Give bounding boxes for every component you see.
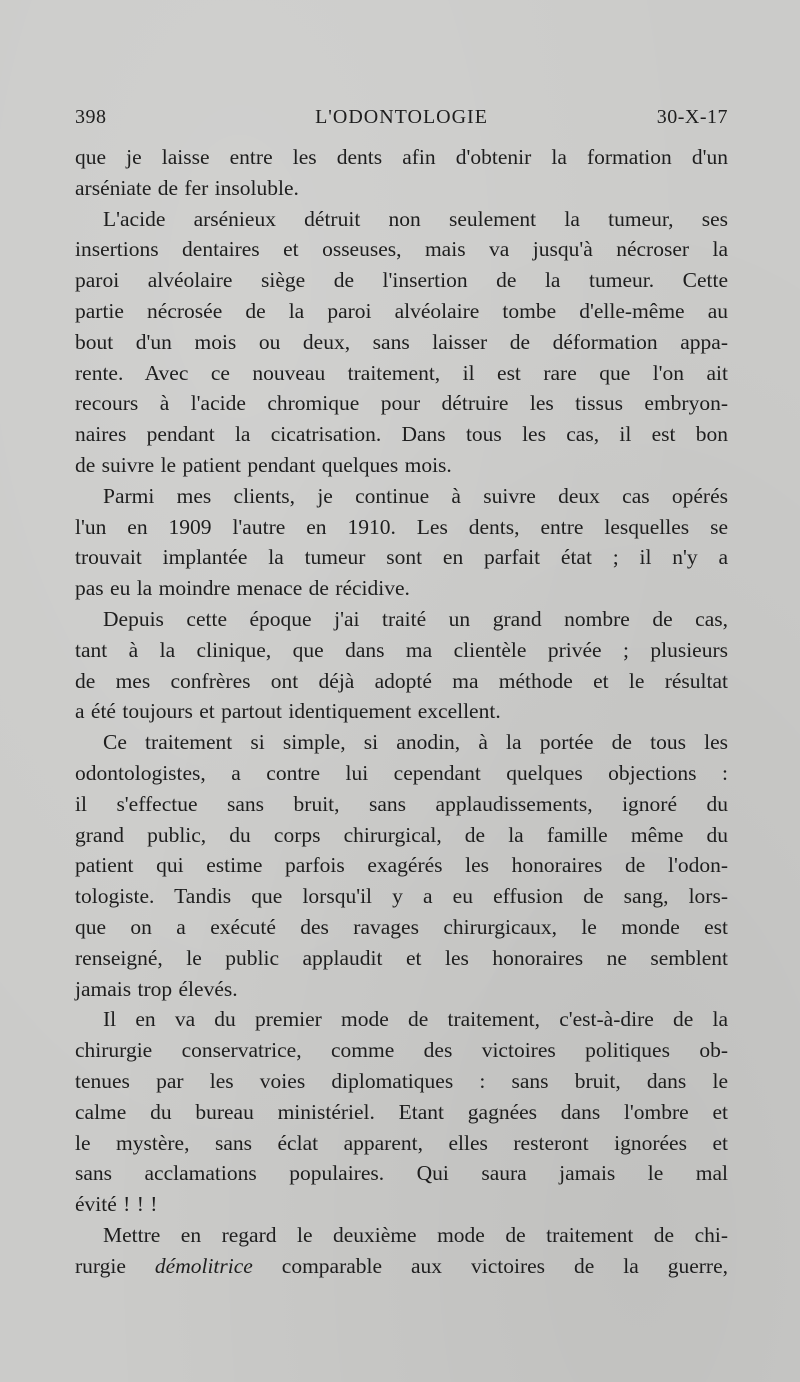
text-line: [75, 1251, 728, 1282]
running-title: L'ODONTOLOGIE: [315, 106, 488, 128]
text-line: sans acclamations populaires. Qui saura jamais le mal: [75, 1161, 728, 1186]
text-line: grand public, du corps chirurgical, de la famille même du: [75, 822, 728, 847]
issue-date: 30-X-17: [656, 106, 728, 128]
page-number: 398: [75, 106, 107, 128]
text-line: Ce traitement si simple, si anodin, à la portée de tous les: [103, 730, 728, 755]
text-line: tenues par les voies diplomatiques : sans bruit, dans le: [75, 1068, 728, 1093]
text-line: arséniate de fer insoluble.: [75, 175, 299, 200]
text-line: rente. Avec ce nouveau traitement, il est rare que l'on ait: [75, 360, 728, 385]
text-line: calme du bureau ministériel. Etant gagnées dans l'ombre et: [75, 1099, 728, 1124]
text-line: que on a exécuté des ravages chirurgicaux, le monde est: [75, 914, 728, 939]
text-line: Mettre en regard le deuxième mode de traitement de chi-: [103, 1222, 728, 1247]
italic-word: démolitrice: [154, 1253, 253, 1278]
text-line: il s'effectue sans bruit, sans applaudissements, ignoré du: [75, 791, 728, 816]
text-segment: rurgie: [75, 1253, 155, 1278]
text-line: bout d'un mois ou deux, sans laisser de déformation appa-: [75, 329, 728, 354]
text-line: odontologistes, a contre lui cependant quelques objections :: [75, 760, 728, 785]
text-line: de mes confrères ont déjà adopté ma méthode et le résultat: [75, 668, 728, 693]
text-line: évité ! ! !: [75, 1192, 158, 1217]
text-line: de suivre le patient pendant quelques mois.: [75, 452, 452, 477]
text-line: Depuis cette époque j'ai traité un grand nombre de cas,: [103, 606, 728, 631]
text-line: Parmi mes clients, je continue à suivre deux cas opérés: [103, 483, 728, 508]
text-line: naires pendant la cicatrisation. Dans tous les cas, il est bon: [75, 422, 728, 447]
text-line: tant à la clinique, que dans ma clientèle privée ; plusieurs: [75, 637, 728, 662]
text-line: a été toujours et partout identiquement excellent.: [75, 699, 501, 724]
text-line: recours à l'acide chromique pour détruire les tissus embryon-: [75, 391, 728, 416]
text-line: L'acide arsénieux détruit non seulement la tumeur, ses: [103, 206, 728, 231]
text-line: jamais trop élevés.: [75, 976, 238, 1001]
page-header: [75, 106, 728, 136]
text-line: partie nécrosée de la paroi alvéolaire tombe d'elle-même au: [75, 298, 728, 323]
text-line: chirurgie conservatrice, comme des victoires politiques ob-: [75, 1038, 728, 1063]
text-line: trouvait implantée la tumeur sont en parfait état ; il n'y a: [75, 545, 728, 570]
text-line: paroi alvéolaire siège de l'insertion de la tumeur. Cette: [75, 268, 728, 293]
text-line: pas eu la moindre menace de récidive.: [75, 576, 410, 601]
body-text: [75, 142, 728, 1281]
text-line: tologiste. Tandis que lorsqu'il y a eu effusion de sang, lors-: [75, 884, 728, 909]
text-line: Il en va du premier mode de traitement, c'est-à-dire de la: [103, 1007, 728, 1032]
text-line: que je laisse entre les dents afin d'obtenir la formation d'un: [75, 145, 728, 169]
text-line: le mystère, sans éclat apparent, elles resteront ignorées et: [75, 1130, 728, 1155]
text-line: renseigné, le public applaudit et les honoraires ne semblent: [75, 945, 728, 970]
text-line: insertions dentaires et osseuses, mais va jusqu'à nécroser la: [75, 237, 728, 262]
text-line: l'un en 1909 l'autre en 1910. Les dents, entre lesquelles se: [75, 514, 728, 539]
text-line: patient qui estime parfois exagérés les honoraires de l'odon-: [75, 853, 728, 878]
text-segment: comparable aux victoires de la guerre,: [252, 1253, 728, 1278]
